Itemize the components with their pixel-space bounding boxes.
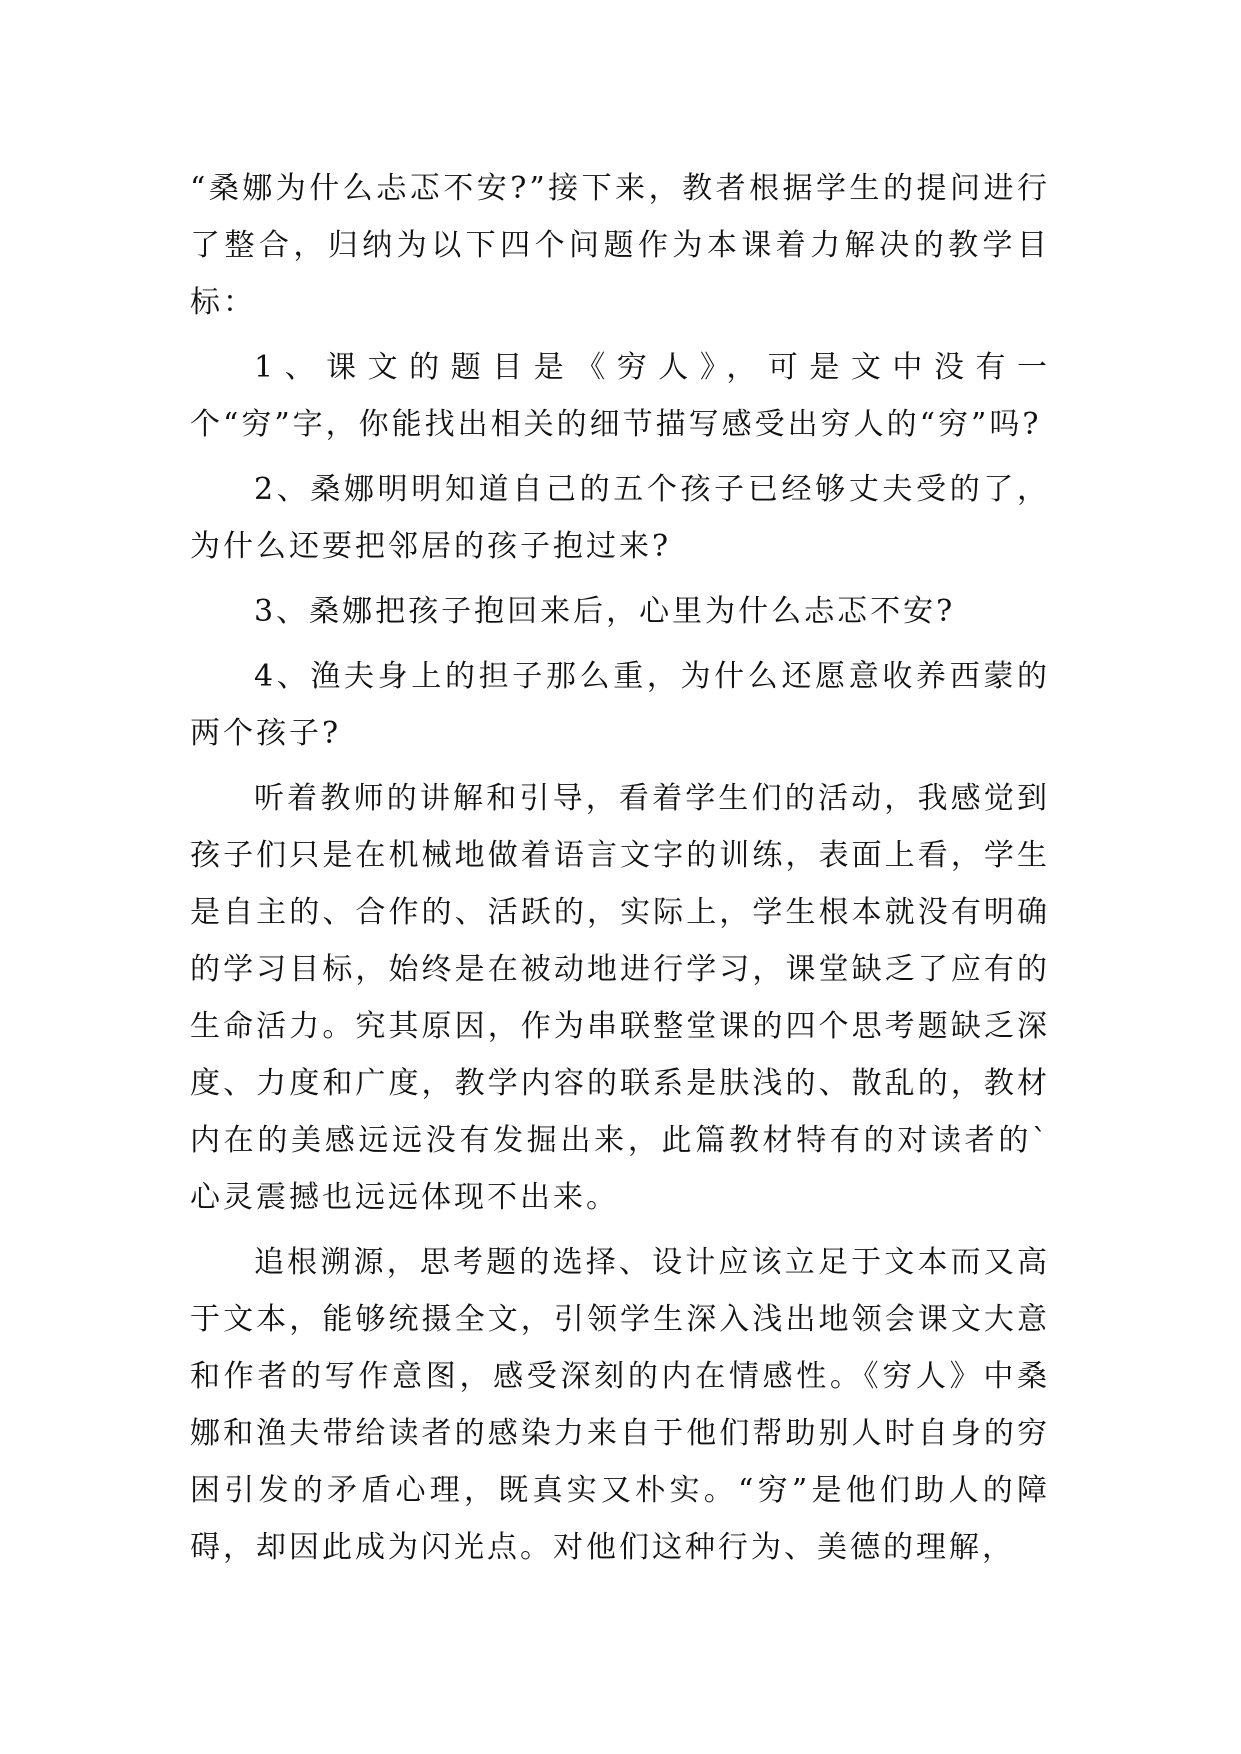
paragraph-question-1: 1、课文的题目是《穷人》，可是文中没有一个“穷”字，你能找出相关的细节描写感受出穷人的“穷”吗? [190, 350, 1050, 442]
paragraph-question-4: 4、渔夫身上的担子那么重，为什么还愿意收养西蒙的两个孩子? [190, 659, 1050, 751]
paragraph-intro: “桑娜为什么忐忑不安?”接下来，教者根据学生的提问进行了整合，归纳为以下四个问题作为本课着力解决的教学目标： [190, 171, 1050, 320]
paragraph-question-3: 3、桑娜把孩子抱回来后，心里为什么忐忑不安? [254, 594, 956, 629]
body-text [190, 160, 1050, 1576]
paragraph-question-2: 2、桑娜明明知道自己的五个孩子已经够丈夫受的了，为什么还要把邻居的孩子抱过来? [190, 472, 1050, 564]
paragraph-analysis: 追根溯源，思考题的选择、设计应该立足于文本而又高于文本，能够统摄全文，引领学生深入浅出地领会课文大意和作者的写作意图，感受深刻的内在情感性。《穷人》中桑娜和渔夫带给读者的感染力来自于他们帮助别人时自身的穷困引发的矛盾心理，既真实又朴实。“穷”是他们助人的障碍，却因此成为闪光点。对他们这种行为、美德的理解， [190, 1245, 1050, 1565]
paragraph-reflection: 听着教师的讲解和引导，看着学生们的活动，我感觉到孩子们只是在机械地做着语言文字的训练，表面上看，学生是自主的、合作的、活跃的，实际上，学生根本就没有明确的学习目标，始终是在被动地进行学习，课堂缺乏了应有的生命活力。究其原因，作为串联整堂课的四个思考题缺乏深度、力度和广度，教学内容的联系是肤浅的、散乱的，教材内在的美感远远没有发掘出来，此篇教材特有的对读者的`心灵震撼也远远体现不出来。 [190, 781, 1050, 1215]
